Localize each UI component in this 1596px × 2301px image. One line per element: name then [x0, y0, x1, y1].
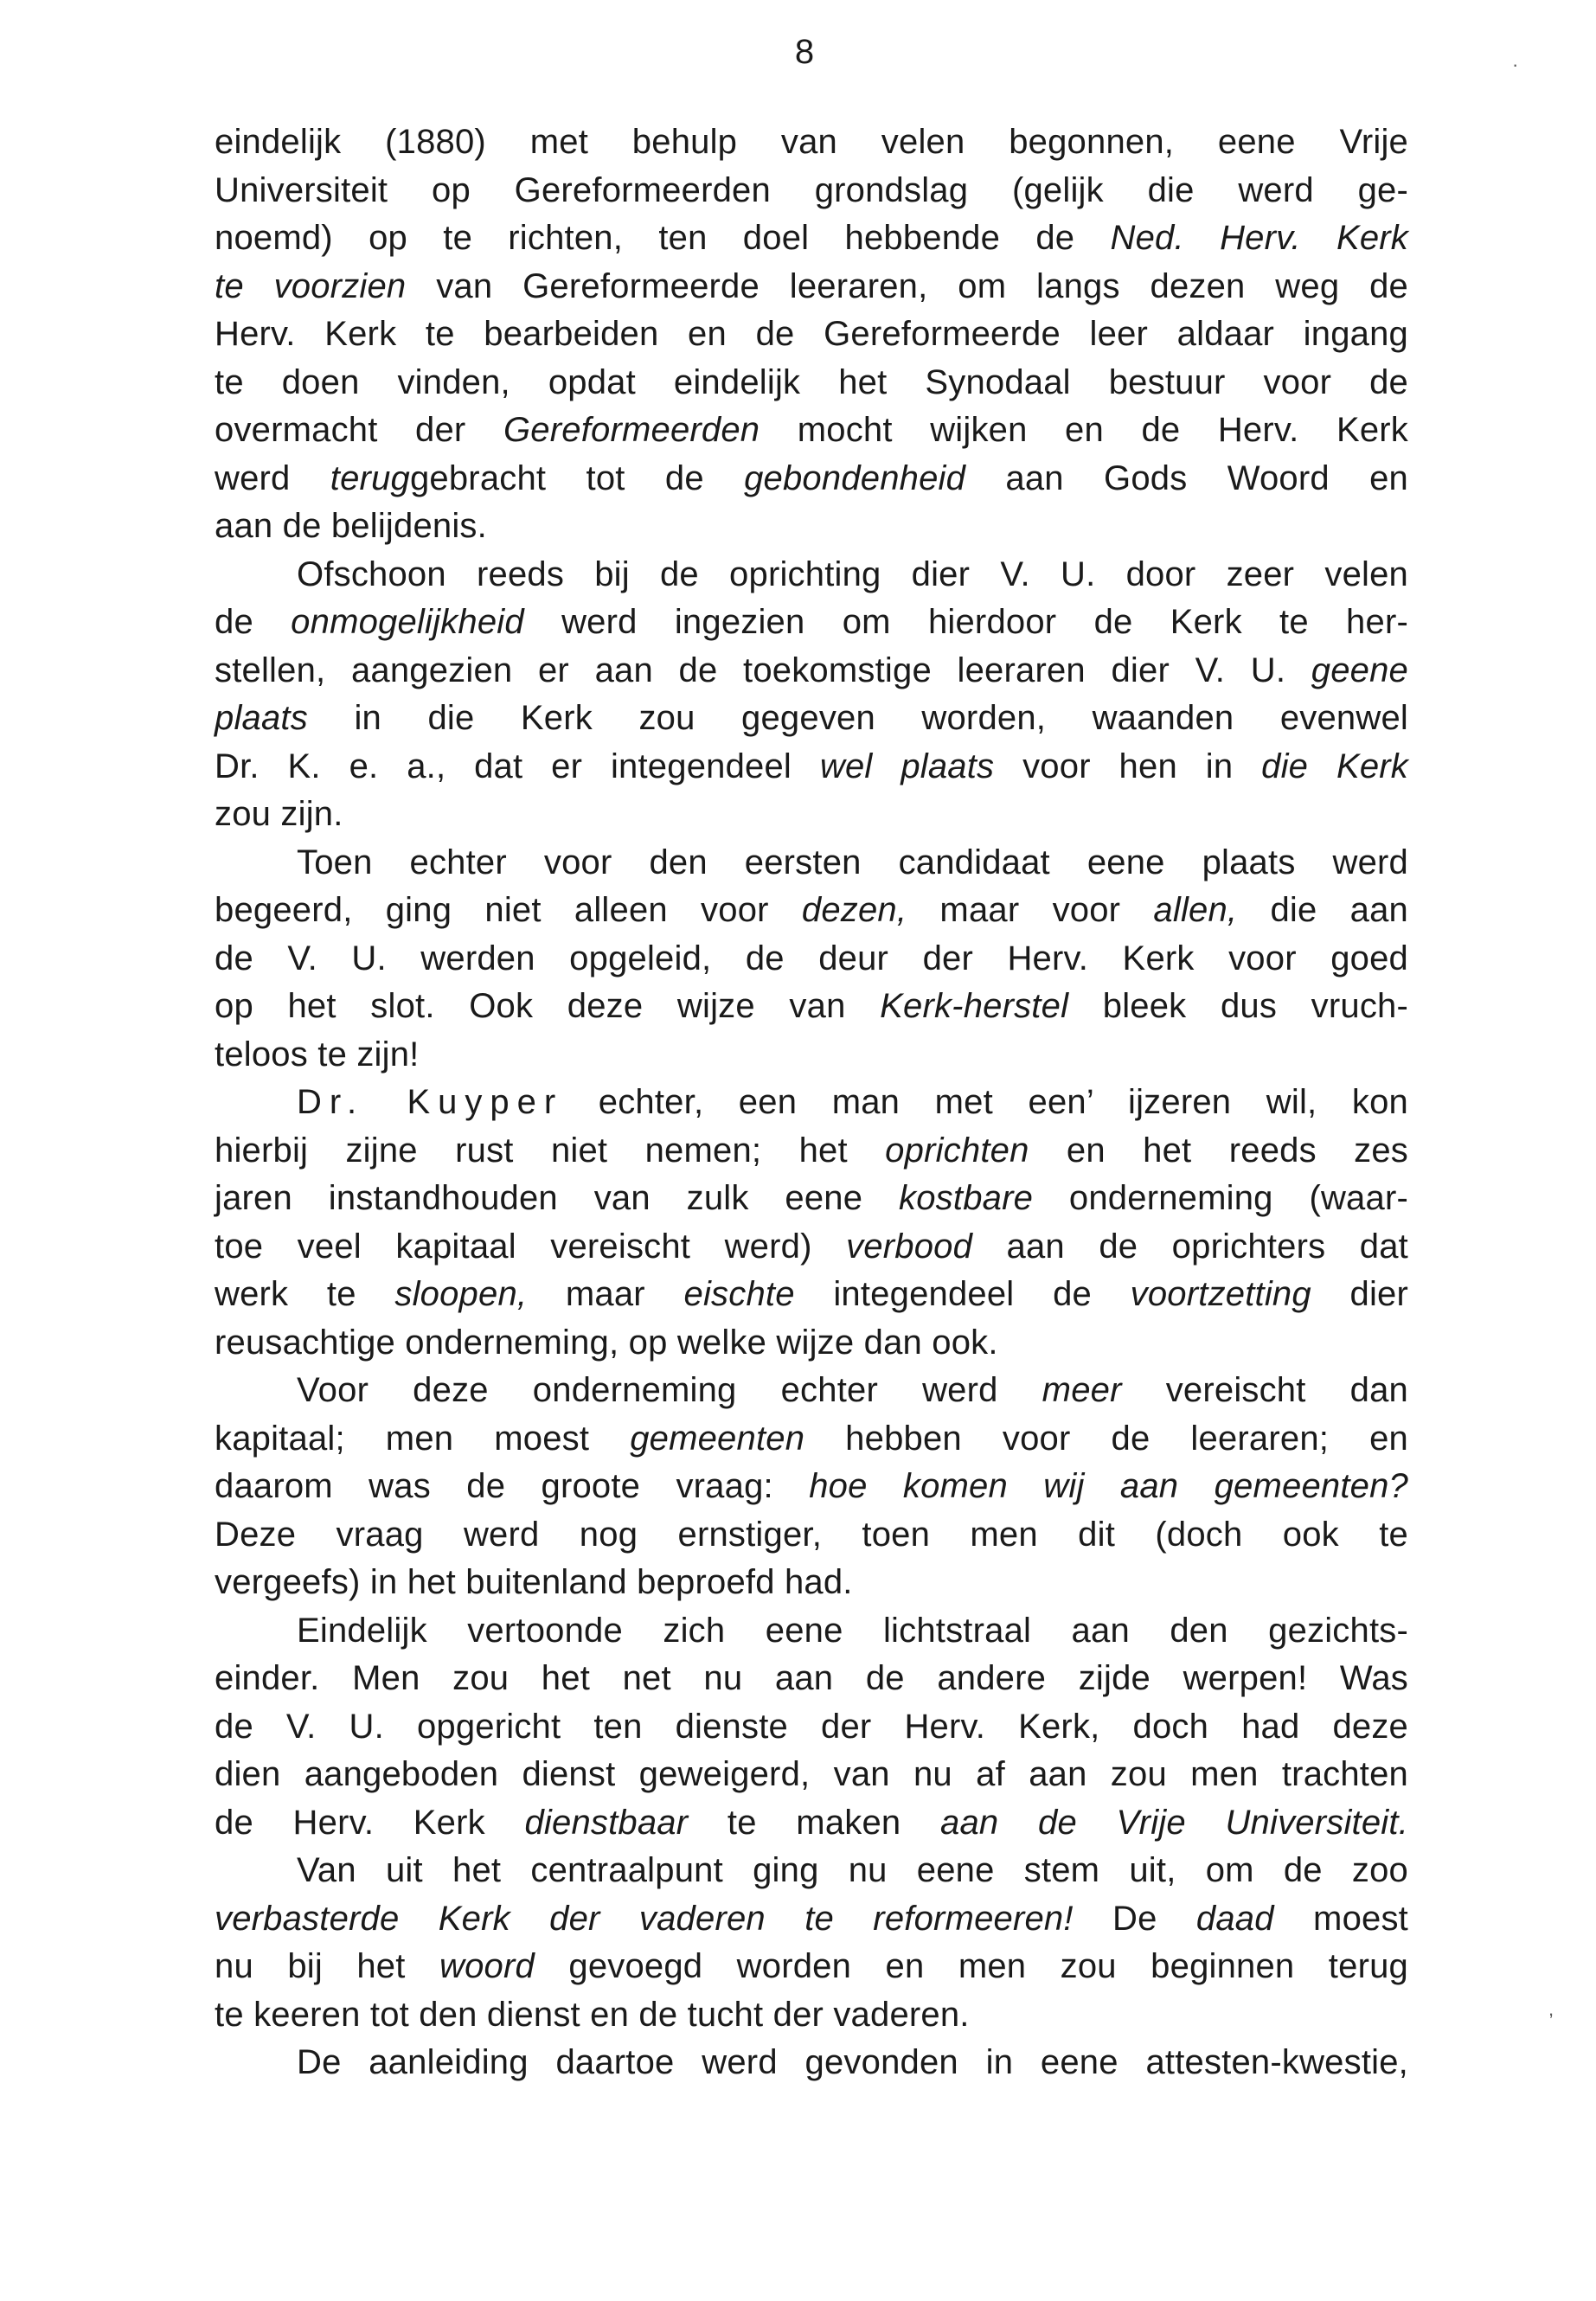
italic-run: meer	[1042, 1371, 1122, 1409]
text-run: reusachtige onderneming, op welke wijze dan ook.	[215, 1323, 998, 1362]
text-run: te keeren tot den dienst en de tucht der vaderen.	[215, 1995, 970, 2034]
text-line	[215, 1799, 1408, 1848]
text-run: hierbij zijne rust niet nemen; het	[215, 1131, 886, 1170]
text-run: hebben voor de leeraren; en	[804, 1419, 1409, 1458]
italic-run: te voorzien	[215, 266, 407, 305]
text-run: van Gereformeerde leeraren, om langs dezen weg de	[406, 266, 1408, 305]
text-run: begeerd, ging niet alleen voor	[215, 891, 802, 929]
text-line	[215, 647, 1408, 695]
italic-run: dienstbaar	[524, 1803, 689, 1842]
text-run: nu bij het	[215, 1947, 439, 1985]
text-run: werd	[215, 458, 330, 497]
italic-run: daad	[1195, 1899, 1274, 1938]
text-run: te doen vinden, opdat eindelijk het Synodaal bestuur voor de	[215, 362, 1408, 401]
text-line	[215, 743, 1408, 792]
scan-speck: ,	[1548, 1998, 1554, 2020]
italic-run: allen,	[1153, 891, 1238, 929]
text-line	[215, 1367, 1408, 1415]
italic-run: eischte	[683, 1275, 795, 1313]
italic-run: geene	[1311, 651, 1408, 689]
text-run: aan Gods Woord en	[965, 458, 1409, 497]
body-text	[215, 119, 1408, 2087]
spaced-run: Dr. Kuyper	[297, 1083, 564, 1121]
italic-run: verbasterde Kerk der vaderen te reformeeren!	[215, 1899, 1074, 1938]
italic-run: kostbare	[899, 1179, 1034, 1217]
page-number: 8	[794, 33, 815, 71]
text-line	[215, 167, 1408, 215]
italic-run: verbood	[846, 1227, 973, 1266]
text-line	[215, 1319, 1408, 1368]
text-line	[215, 1271, 1408, 1319]
scan-speck: ·	[1512, 54, 1519, 75]
text-line	[215, 1511, 1408, 1560]
text-run: teloos te zijn!	[215, 1035, 420, 1074]
text-line	[215, 1175, 1408, 1223]
text-run: toe veel kapitaal vereischt werd)	[215, 1227, 847, 1266]
text-run: op het slot. Ook deze wijze van	[215, 987, 881, 1025]
text-run: zou zijn.	[215, 795, 343, 833]
text-run: aan de belijdenis.	[215, 507, 487, 545]
italic-run: onmogelijkheid	[291, 603, 524, 641]
text-run: Ofschoon reeds bij de oprichting dier V. U. door zeer velen	[297, 554, 1408, 593]
text-line	[215, 1607, 1408, 1656]
text-line	[215, 263, 1408, 311]
text-line	[215, 503, 1408, 551]
text-run: mocht wijken en de Herv. Kerk	[760, 411, 1408, 449]
text-run: integendeel de	[794, 1275, 1131, 1313]
text-run: onderneming (waar-	[1033, 1179, 1408, 1217]
text-run: Van uit het centraalpunt ging nu eene stem uit, om de zoo	[297, 1851, 1408, 1889]
text-run: De aanleiding daartoe werd gevonden in eene attesten-kwestie,	[297, 2043, 1408, 2081]
italic-run: gemeenten	[630, 1419, 805, 1458]
text-line	[215, 2039, 1408, 2087]
text-line	[215, 215, 1408, 263]
text-run: bleek dus vruch-	[1068, 987, 1408, 1025]
text-run: Eindelijk vertoonde zich eene lichtstraal aan den gezichts-	[297, 1611, 1408, 1650]
text-line	[215, 695, 1408, 743]
italic-run: wel plaats	[819, 747, 995, 785]
text-run: en het reeds zes	[1029, 1131, 1408, 1170]
text-run: daarom was de groote vraag:	[215, 1467, 810, 1505]
text-run: Universiteit op Gereformeerden grondslag (gelijk die werd ge-	[215, 170, 1408, 209]
text-line	[215, 407, 1408, 455]
text-line	[215, 1463, 1408, 1511]
text-run: gebracht tot de	[409, 458, 745, 497]
text-run: te maken	[688, 1803, 941, 1842]
text-run: moest	[1273, 1899, 1408, 1938]
text-run: einder. Men zou het net nu aan de andere zijde werpen! Was	[215, 1659, 1408, 1697]
italic-run: woord	[439, 1947, 535, 1985]
text-run: aan de oprichters dat	[972, 1227, 1408, 1266]
italic-run: Ned. Herv. Kerk	[1110, 219, 1408, 257]
text-line	[215, 887, 1408, 935]
text-run: noemd) op te richten, ten doel hebbende de	[215, 219, 1111, 257]
text-line	[215, 1223, 1408, 1272]
text-line	[215, 1847, 1408, 1895]
text-run: maar voor	[907, 891, 1154, 929]
italic-run: dezen,	[801, 891, 907, 929]
text-run: overmacht der	[215, 411, 503, 449]
text-line	[215, 599, 1408, 647]
text-run: maar	[527, 1275, 684, 1313]
italic-run: sloopen,	[394, 1275, 528, 1313]
text-line	[215, 311, 1408, 359]
italic-run: hoe komen wij aan gemeenten?	[809, 1467, 1408, 1505]
text-run: werk te	[215, 1275, 395, 1313]
italic-run: gebondenheid	[744, 458, 966, 497]
text-line	[215, 359, 1408, 407]
text-line	[215, 935, 1408, 984]
text-line	[215, 455, 1408, 503]
text-line	[215, 1079, 1408, 1127]
text-run: de Herv. Kerk	[215, 1803, 525, 1842]
text-run: Dr. K. e. a., dat er integendeel	[215, 747, 820, 785]
text-run: gevoegd worden en men zou beginnen terug	[534, 1947, 1408, 1985]
text-line	[215, 1559, 1408, 1607]
text-line	[215, 1703, 1408, 1752]
italic-run: voortzetting	[1130, 1275, 1311, 1313]
text-run: de V. U. werden opgeleid, de deur der Herv. Kerk voor goed	[215, 939, 1408, 977]
italic-run: Gereformeerden	[503, 411, 760, 449]
italic-run: terug	[330, 458, 410, 497]
text-line	[215, 1991, 1408, 2040]
text-line	[215, 1751, 1408, 1799]
text-line	[215, 1415, 1408, 1464]
text-run: Deze vraag werd nog ernstiger, toen men dit (doch ook te	[215, 1515, 1408, 1554]
text-run: voor hen in	[994, 747, 1262, 785]
italic-run: aan de Vrije Universiteit.	[940, 1803, 1409, 1842]
text-run: Voor deze onderneming echter werd	[297, 1371, 1042, 1409]
text-run: stellen, aangezien er aan de toekomstige leeraren dier V. U.	[215, 651, 1311, 689]
text-run: in die Kerk zou gegeven worden, waanden evenwel	[307, 699, 1408, 737]
text-line	[215, 1655, 1408, 1703]
text-run: jaren instandhouden van zulk eene	[215, 1179, 900, 1217]
text-run: eindelijk (1880) met behulp van velen begonnen, eene Vrije	[215, 123, 1408, 161]
text-line	[215, 983, 1408, 1031]
text-run: dier	[1311, 1275, 1409, 1313]
text-run: Herv. Kerk te bearbeiden en de Gereformeerde leer aldaar ingang	[215, 315, 1408, 353]
text-run: echter, een man met een’ ijzeren wil, kon	[563, 1083, 1409, 1121]
text-line	[215, 1895, 1408, 1944]
text-run: kapitaal; men moest	[215, 1419, 631, 1458]
text-run: die aan	[1237, 891, 1408, 929]
italic-run: die Kerk	[1261, 747, 1408, 785]
italic-run: oprichten	[885, 1131, 1029, 1170]
text-run: vereischt dan	[1121, 1371, 1408, 1409]
italic-run: Kerk-herstel	[880, 987, 1069, 1025]
text-line	[215, 1031, 1408, 1080]
text-run: vergeefs) in het buitenland beproefd had.	[215, 1563, 853, 1601]
text-run: de	[215, 603, 292, 641]
text-run: dien aangeboden dienst geweigerd, van nu af aan zou men trachten	[215, 1755, 1408, 1793]
text-line	[215, 1943, 1408, 1991]
text-run: werd ingezien om hierdoor de Kerk te her-	[523, 603, 1408, 641]
text-line	[215, 119, 1408, 167]
text-run: De	[1073, 1899, 1196, 1938]
text-line	[215, 791, 1408, 839]
text-line	[215, 1127, 1408, 1176]
text-line	[215, 839, 1408, 888]
text-run: de V. U. opgericht ten dienste der Herv. Kerk, doch had deze	[215, 1707, 1408, 1746]
text-line	[215, 551, 1408, 599]
text-run: Toen echter voor den eersten candidaat eene plaats werd	[297, 843, 1408, 881]
italic-run: plaats	[215, 699, 308, 737]
